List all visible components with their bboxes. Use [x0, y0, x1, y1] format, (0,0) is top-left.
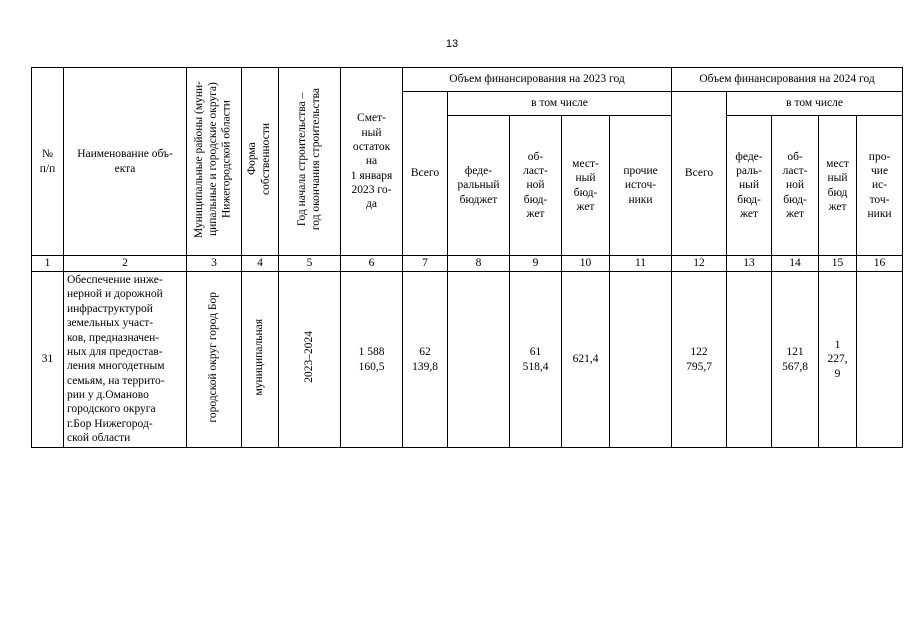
header-regional-2023: об- ласт- ной бюд- жет: [510, 116, 562, 256]
header-ownership: Форма собственности: [242, 68, 279, 256]
header-fin-2024: Объем финансирования на 2024 год: [672, 68, 903, 92]
column-number: 7: [403, 256, 448, 272]
row-regional-2023: 61 518,4: [510, 272, 562, 448]
row-ownership: муниципальная: [242, 272, 279, 448]
header-name: Наименование объ- екта: [64, 68, 187, 256]
column-number: 2: [64, 256, 187, 272]
header-total-2024: Всего: [672, 92, 727, 256]
column-number: 3: [187, 256, 242, 272]
row-years: 2023–2024: [279, 272, 341, 448]
header-row-1: [32, 68, 903, 92]
column-number: 9: [510, 256, 562, 272]
table-row: [32, 272, 903, 448]
column-number: 10: [562, 256, 610, 272]
row-district: городской округ город Бор: [187, 272, 242, 448]
header-federal-2023: феде- ральный бюджет: [448, 116, 510, 256]
row-local-2023: 621,4: [562, 272, 610, 448]
header-other-2023: прочие источ- ники: [610, 116, 672, 256]
column-number: 4: [242, 256, 279, 272]
row-federal-2024: [727, 272, 772, 448]
header-other-2024: про- чие ис- точ- ники: [857, 116, 903, 256]
header-local-2023: мест- ный бюд- жет: [562, 116, 610, 256]
row-balance: 1 588 160,5: [341, 272, 403, 448]
financing-table: [31, 67, 903, 448]
column-number: 1: [32, 256, 64, 272]
header-years: Год начала строительства – год окончания строительства: [279, 68, 341, 256]
row-other-2024: [857, 272, 903, 448]
header-federal-2024: феде- раль- ный бюд- жет: [727, 116, 772, 256]
row-total-2024: 122 795,7: [672, 272, 727, 448]
column-number: 15: [819, 256, 857, 272]
header-including-2024: в том числе: [727, 92, 903, 116]
row-object-name: Обеспечение инже- нерной и дорожной инфраструктурой земельных участ- ков, предназначен- ных для предостав- ления многодетным семьям, на террито- рии у д.Оманово городского округа г.Бор Нижегород- ской области: [64, 272, 187, 448]
header-balance: Смет- ный остаток на 1 января 2023 го- да: [341, 68, 403, 256]
column-numbers-row: [32, 256, 903, 272]
header-fin-2023: Объем финансирования на 2023 год: [403, 68, 672, 92]
column-number: 16: [857, 256, 903, 272]
column-number: 13: [727, 256, 772, 272]
page-number: 13: [445, 38, 459, 50]
column-number: 6: [341, 256, 403, 272]
column-number: 14: [772, 256, 819, 272]
row-local-2024: 1 227, 9: [819, 272, 857, 448]
column-number: 5: [279, 256, 341, 272]
row-other-2023: [610, 272, 672, 448]
header-total-2023: Всего: [403, 92, 448, 256]
row-no: 31: [32, 272, 64, 448]
column-number: 8: [448, 256, 510, 272]
row-federal-2023: [448, 272, 510, 448]
header-local-2024: мест ный бюд жет: [819, 116, 857, 256]
header-regional-2024: об- ласт- ной бюд- жет: [772, 116, 819, 256]
header-district: Муниципальные районы (муни- ципальные и городские округа) Нижегородской области: [187, 68, 242, 256]
row-total-2023: 62 139,8: [403, 272, 448, 448]
row-regional-2024: 121 567,8: [772, 272, 819, 448]
column-number: 11: [610, 256, 672, 272]
header-including-2023: в том числе: [448, 92, 672, 116]
column-number: 12: [672, 256, 727, 272]
header-no: № п/п: [32, 68, 64, 256]
